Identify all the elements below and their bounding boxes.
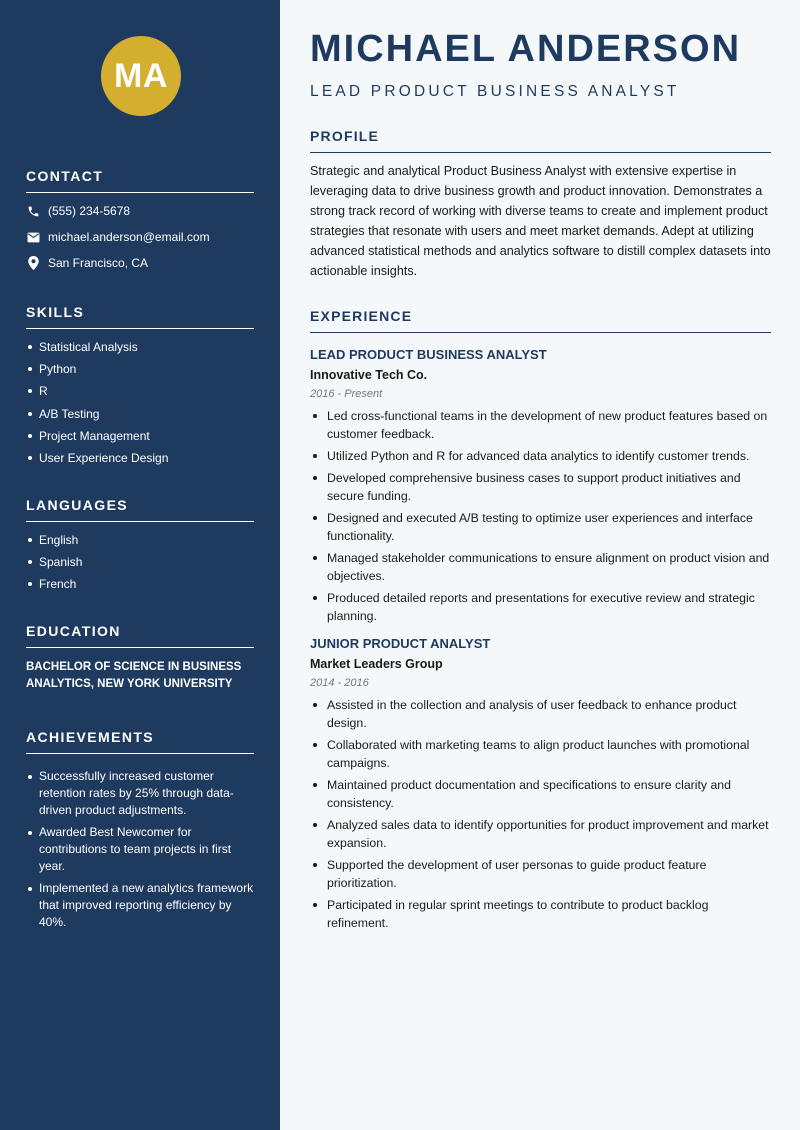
list-item: Developed comprehensive business cases to support product initiatives and secure funding. xyxy=(310,469,771,505)
list-item: A/B Testing xyxy=(26,403,254,425)
achievements-section xyxy=(26,729,254,936)
languages-section xyxy=(26,497,254,596)
list-item: Maintained product documentation and specifications to ensure clarity and consistency. xyxy=(310,776,771,812)
job-title: JUNIOR PRODUCT ANALYST xyxy=(310,636,491,651)
avatar xyxy=(101,36,181,116)
list-item: R xyxy=(26,380,254,402)
list-item: Led cross-functional teams in the development of new product features based on customer feedback. xyxy=(310,407,771,443)
contact-heading: CONTACT xyxy=(26,168,254,193)
phone-text: (555) 234-5678 xyxy=(48,204,131,218)
experience-heading: EXPERIENCE xyxy=(310,308,771,333)
list-item: Utilized Python and R for advanced data analytics to identify customer trends. xyxy=(310,447,771,465)
list-item: Awarded Best Newcomer for contributions to team projects in first year. xyxy=(26,824,254,875)
phone-icon xyxy=(26,204,40,218)
education-heading: EDUCATION xyxy=(26,623,254,648)
list-item: Successfully increased customer retention rates by 25% through data-driven product adjustments. xyxy=(26,768,254,819)
job-company: Market Leaders Group xyxy=(310,657,443,671)
languages-list xyxy=(26,529,254,596)
achievements-heading: ACHIEVEMENTS xyxy=(26,729,254,754)
list-item: Implemented a new analytics framework that improved reporting efficiency by 40%. xyxy=(26,880,254,931)
mail-icon xyxy=(26,230,40,244)
job-title: LEAD PRODUCT BUSINESS ANALYST xyxy=(310,347,547,362)
avatar-initials: MA xyxy=(114,56,168,95)
education-section xyxy=(26,623,254,693)
list-item: Participated in regular sprint meetings to contribute to product backlog refinement. xyxy=(310,896,771,932)
location-text: San Francisco, CA xyxy=(48,256,149,270)
job-bullets xyxy=(310,696,771,932)
list-item: Collaborated with marketing teams to align product launches with promotional campaigns. xyxy=(310,736,771,772)
candidate-title: LEAD PRODUCT BUSINESS ANALYST xyxy=(310,83,680,100)
list-item: French xyxy=(26,573,254,595)
list-item: Python xyxy=(26,358,254,380)
list-item: User Experience Design xyxy=(26,447,254,469)
list-item: Designed and executed A/B testing to optimize user experiences and interface functionality. xyxy=(310,509,771,545)
list-item: Supported the development of user personas to guide product feature prioritization. xyxy=(310,856,771,892)
profile-heading: PROFILE xyxy=(310,128,771,153)
education-degree: BACHELOR OF SCIENCE IN BUSINESS ANALYTICS, NEW YORK UNIVERSITY xyxy=(26,661,242,690)
job-bullets xyxy=(310,407,771,625)
skills-heading: SKILLS xyxy=(26,304,254,329)
achievements-list xyxy=(26,768,254,931)
sidebar xyxy=(0,0,280,1130)
experience-section xyxy=(310,308,771,936)
contact-section xyxy=(26,168,254,276)
candidate-name: MICHAEL ANDERSON xyxy=(310,28,742,70)
languages-heading: LANGUAGES xyxy=(26,497,254,522)
list-item: English xyxy=(26,529,254,551)
list-item: Managed stakeholder communications to ensure alignment on product vision and objectives. xyxy=(310,549,771,585)
profile-section xyxy=(310,128,771,281)
list-item: Spanish xyxy=(26,551,254,573)
contact-email xyxy=(26,224,254,250)
list-item: Assisted in the collection and analysis of user feedback to enhance product design. xyxy=(310,696,771,732)
job-dates: 2016 - Present xyxy=(310,388,383,400)
contact-location xyxy=(26,250,254,276)
list-item: Analyzed sales data to identify opportunities for product improvement and market expansion. xyxy=(310,816,771,852)
list-item: Produced detailed reports and presentations for executive review and strategic planning. xyxy=(310,589,771,625)
list-item: Statistical Analysis xyxy=(26,336,254,358)
list-item: Project Management xyxy=(26,425,254,447)
job-entry xyxy=(310,636,771,932)
email-text: michael.anderson@email.com xyxy=(48,230,210,244)
contact-phone xyxy=(26,198,254,224)
profile-text: Strategic and analytical Product Business Analyst with extensive expertise in leveraging data to drive business growth and product innovation. Demonstrates a strong track record of working with diverse teams to create and implement product strategies that resonate with users and meet market demands. Adept at utilizing advanced statistical methods and analytics software to distill complex datasets into actionable insights. xyxy=(310,164,771,278)
job-company: Innovative Tech Co. xyxy=(310,368,428,382)
skills-section xyxy=(26,304,254,469)
location-pin-icon xyxy=(26,256,40,270)
job-dates: 2014 - 2016 xyxy=(310,677,369,689)
job-entry xyxy=(310,347,771,625)
skills-list xyxy=(26,336,254,469)
